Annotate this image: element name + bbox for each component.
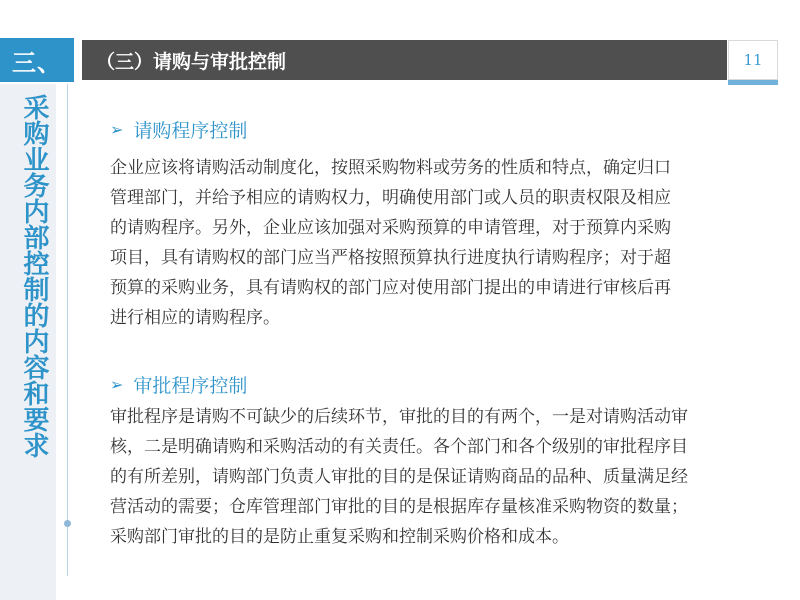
paragraph-line: 营活动的需要；仓库管理部门审批的目的是根据库存量核准采购物资的数量； (110, 497, 688, 517)
section-heading-label: 审批程序控制 (133, 375, 248, 397)
paragraph-line: 管理部门，并给予相应的请购权力，明确使用部门或人员的职责权限及相应 (110, 188, 671, 208)
paragraph-line: 审批程序是请购不可缺少的后续环节，审批的目的有两个，一是对请购活动审 (110, 407, 688, 427)
section-number-tab (0, 38, 74, 82)
section-heading-requisition (110, 116, 247, 143)
paragraph-line: 核，二是明确请购和采购活动的有关责任。各个部门和各个级别的审批程序目 (110, 437, 688, 457)
section-heading-approval (110, 371, 247, 398)
paragraph-line: 的有所差别，请购部门负责人审批的目的是保证请购商品的品种、质量满足经 (110, 467, 688, 487)
header-bar (82, 40, 727, 80)
page-title: （三）请购与审批控制 (96, 50, 287, 73)
section-heading-label: 请购程序控制 (133, 120, 248, 142)
arrow-bullet-icon: ➢ (110, 120, 124, 139)
paragraph-line: 企业应该将请购活动制度化，按照采购物料或劳务的性质和特点，确定归口 (110, 158, 671, 178)
paragraph-line: 预算的采购业务，具有请购权的部门应对使用部门提出的申请进行审核后再 (110, 278, 671, 298)
page-number: 11 (743, 51, 763, 69)
arrow-bullet-icon: ➢ (110, 375, 124, 394)
sidebar-dot-marker (64, 520, 71, 527)
paragraph-line: 进行相应的请购程序。 (110, 308, 280, 328)
paragraph-line: 的请购程序。另外，企业应该加强对采购预算的申请管理，对于预算内采购 (110, 218, 671, 238)
paragraph-line: 采购部门审批的目的是防止重复采购和控制采购价格和成本。 (110, 527, 569, 547)
paragraph-line: 项目，具有请购权的部门应当严格按照预算执行进度执行请购程序；对于超 (110, 248, 671, 268)
section-number-label: 三、 (12, 48, 62, 77)
paragraph-approval (110, 402, 782, 552)
page-number-accent (728, 80, 778, 85)
paragraph-requisition (110, 153, 782, 333)
vertical-chapter-title: 采购业务内部控制的内容和要求 (19, 94, 49, 458)
sidebar-divider-line (67, 84, 68, 576)
page-number-box (728, 40, 778, 80)
